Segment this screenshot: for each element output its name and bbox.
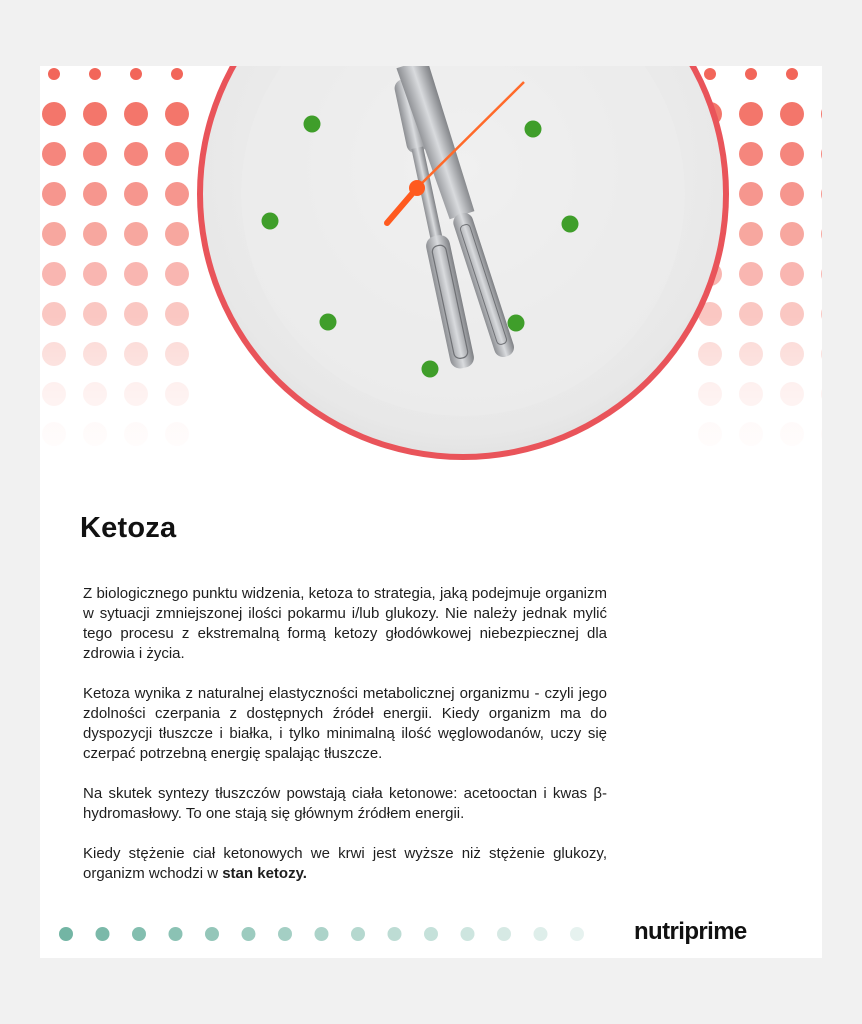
pattern-dot	[124, 222, 148, 246]
pattern-dot	[704, 68, 716, 80]
plate-clock-illustration	[40, 66, 822, 486]
pattern-dot	[780, 262, 804, 286]
pattern-dot	[42, 222, 66, 246]
pattern-dot	[278, 927, 292, 941]
pattern-dot	[534, 927, 548, 941]
pattern-dot	[59, 927, 73, 941]
pattern-dot	[461, 927, 475, 941]
pattern-dot	[130, 68, 142, 80]
pattern-dot	[42, 182, 66, 206]
pattern-dot	[169, 927, 183, 941]
pattern-dot	[205, 927, 219, 941]
pattern-dot	[83, 262, 107, 286]
paragraph-text: Kiedy stężenie ciał ketonowych we krwi jest wyższe niż stężenie glukozy, organizm wchodzi w	[83, 845, 607, 882]
pattern-dot	[165, 262, 189, 286]
paragraph	[83, 844, 607, 884]
pattern-dot	[821, 182, 822, 206]
pattern-dot	[124, 182, 148, 206]
pattern-dot	[83, 182, 107, 206]
pattern-dot	[48, 68, 60, 80]
pattern-dot	[780, 222, 804, 246]
article-body	[83, 584, 607, 884]
pattern-dot	[821, 222, 822, 246]
pattern-dot	[83, 142, 107, 166]
pattern-dot	[96, 927, 110, 941]
page-card	[40, 66, 822, 958]
pattern-dot	[165, 102, 189, 126]
emphasis-text: stan ketozy.	[222, 865, 307, 882]
pattern-dot	[745, 68, 757, 80]
pattern-dot	[83, 102, 107, 126]
paragraph: Ketoza wynika z naturalnej elastyczności metabolicznej organizmu - czyli jego zdolności czerpania z dostępnych źródeł energii. Kiedy organizm ma do dyspozycji tłuszcze i białka, i tylko minimalną ilość węglowodanów, uczy się czerpać potrzebną energię spalając tłuszcze.	[83, 685, 607, 762]
pattern-dot	[165, 222, 189, 246]
page-title: Ketoza	[80, 512, 177, 544]
pattern-dot	[739, 262, 763, 286]
pattern-dot	[780, 142, 804, 166]
pattern-dot	[821, 262, 822, 286]
pattern-dot	[124, 142, 148, 166]
pattern-dot	[165, 182, 189, 206]
pattern-dot	[780, 102, 804, 126]
pattern-dot	[124, 262, 148, 286]
pattern-dot	[165, 142, 189, 166]
pattern-dot	[42, 262, 66, 286]
pattern-dot	[42, 142, 66, 166]
pattern-dot	[315, 927, 329, 941]
pattern-dot	[780, 182, 804, 206]
pattern-dot	[424, 927, 438, 941]
pattern-dot	[786, 68, 798, 80]
paragraph: Z biologicznego punktu widzenia, ketoza to strategia, jaką podejmuje organizm w sytuacji zmniejszonej ilości pokarmu i/lub glukozy. Nie należy jednak mylić tego procesu z ekstremalną formą ketozy głodówkowej niebezpiecznej dla zdrowia i życia.	[83, 585, 607, 662]
pattern-dot	[739, 222, 763, 246]
pattern-dot	[171, 68, 183, 80]
pattern-dot	[739, 102, 763, 126]
pattern-dot	[124, 102, 148, 126]
pattern-dot	[497, 927, 511, 941]
pattern-dot	[89, 68, 101, 80]
pattern-dot	[739, 182, 763, 206]
pattern-dot	[388, 927, 402, 941]
pattern-dot	[821, 142, 822, 166]
pattern-dot	[83, 222, 107, 246]
paragraph: Na skutek syntezy tłuszczów powstają ciała ketonowe: acetooctan i kwas β-hydromasłowy. To one stają się głównym źródłem energii.	[83, 785, 607, 822]
pattern-dot	[821, 102, 822, 126]
pattern-dot	[42, 102, 66, 126]
pattern-dot	[132, 927, 146, 941]
pattern-dot	[739, 142, 763, 166]
bottom-dot-row	[58, 924, 598, 944]
pattern-dot	[570, 927, 584, 941]
pattern-dot	[351, 927, 365, 941]
pattern-dot	[242, 927, 256, 941]
brand-logo: nutriprime	[634, 918, 747, 945]
